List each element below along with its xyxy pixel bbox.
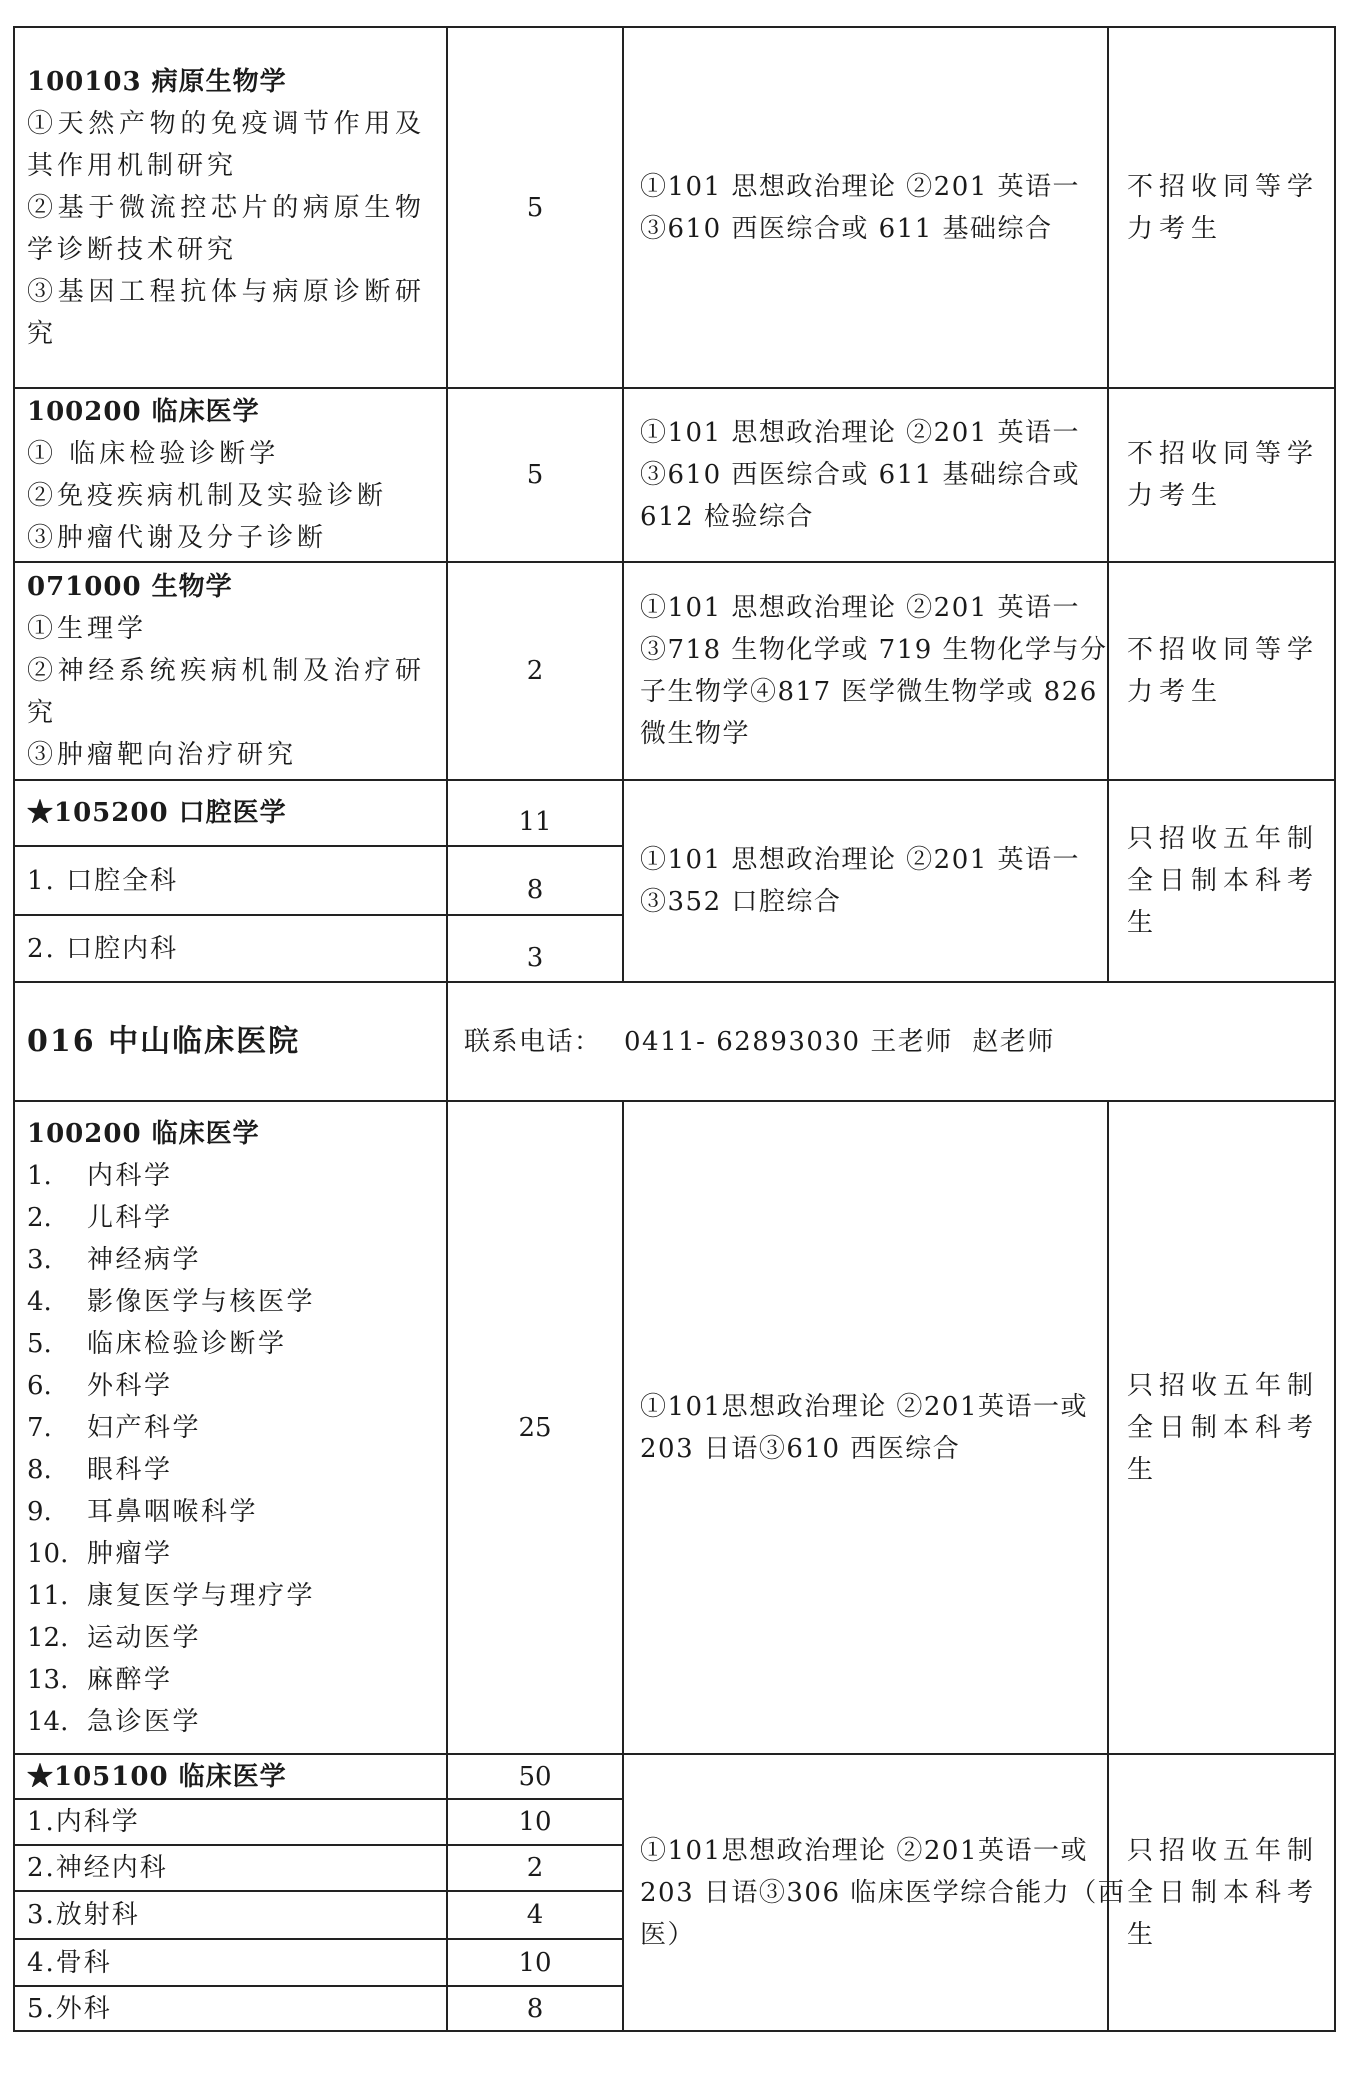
remark-cell: 只招收五年制全日制本科考生 — [1108, 780, 1335, 982]
program-title: ★105200 口腔医学 — [14, 780, 447, 846]
subject-number: 4. — [27, 1286, 52, 1317]
subject-item — [27, 1701, 425, 1743]
subject-item — [27, 1575, 425, 1617]
admissions-table — [13, 26, 1336, 2032]
program-title: 100200 临床医学 — [27, 1118, 260, 1149]
exam-subjects-cell: ①101思想政治理论 ②201英语一或 203 日语③610 西医综合 — [623, 1101, 1108, 1754]
program-row — [14, 562, 1335, 780]
subject-number: 9. — [27, 1496, 52, 1527]
program-title: 071000 生物学 — [27, 572, 233, 602]
subject-item — [27, 1533, 425, 1575]
subfield-name: 1.内科学 — [14, 1799, 447, 1845]
subject-item — [27, 1197, 425, 1239]
subject-number: 11. — [27, 1580, 69, 1611]
subfield-name: 4.骨科 — [14, 1939, 447, 1986]
subject-item — [27, 1617, 425, 1659]
program-cell — [14, 1101, 447, 1754]
program-title: 100103 病原生物学 — [27, 66, 287, 97]
research-direction: ②神经系统疾病机制及治疗研究 — [27, 656, 425, 728]
remark-cell: 不招收同等学力考生 — [1108, 562, 1335, 780]
subfield-name: 2.神经内科 — [14, 1845, 447, 1891]
exam-subjects-cell: ①101 思想政治理论 ②201 英语一 ③718 生物化学或 719 生物化学与分 子生物学④817 医学微生物学或 826 微生物学 — [623, 562, 1108, 780]
quota-cell: 4 — [447, 1891, 623, 1939]
program-row — [14, 1754, 1335, 1799]
program-row — [14, 780, 1335, 846]
quota-cell: 8 — [447, 1986, 623, 2031]
subject-item — [27, 1407, 425, 1449]
program-row — [14, 1101, 1335, 1754]
department-name: 016 中山临床医院 — [14, 982, 447, 1101]
quota-cell: 10 — [447, 1799, 623, 1845]
quota-cell: 2 — [447, 562, 623, 780]
quota-cell: 3 — [447, 915, 623, 982]
subject-number: 12. — [27, 1622, 69, 1653]
quota-cell: 5 — [447, 388, 623, 562]
quota-cell: 25 — [447, 1101, 623, 1754]
quota-cell: 11 — [447, 780, 623, 846]
subject-number: 14. — [27, 1706, 69, 1737]
exam-subjects-cell: ①101思想政治理论 ②201英语一或 203 日语③306 临床医学综合能力（西 医） — [623, 1754, 1108, 2031]
research-direction: ②基于微流控芯片的病原生物学诊断技术研究 — [27, 192, 425, 265]
contact-value: 0411- 62893030 王老师 赵老师 — [624, 1026, 1055, 1057]
subject-name: 内科学 — [87, 1160, 173, 1191]
subfield-name: 1. 口腔全科 — [14, 846, 447, 915]
subject-name: 影像医学与核医学 — [87, 1286, 316, 1317]
research-direction: ①天然产物的免疫调节作用及其作用机制研究 — [27, 108, 425, 181]
subject-name: 康复医学与理疗学 — [87, 1580, 316, 1611]
quota-cell: 5 — [447, 27, 623, 388]
remark-cell: 只招收五年制全日制本科考生 — [1108, 1101, 1335, 1754]
exam-subjects-cell: ①101 思想政治理论 ②201 英语一 ③610 西医综合或 611 基础综合或 612 检验综合 — [623, 388, 1108, 562]
contact-label: 联系电话： — [464, 1026, 602, 1057]
subject-name: 外科学 — [87, 1370, 173, 1401]
research-direction: ① 临床检验诊断学 — [27, 439, 280, 469]
contact-cell — [447, 982, 1335, 1101]
subject-name: 儿科学 — [87, 1202, 173, 1233]
subject-name: 眼科学 — [87, 1454, 173, 1485]
program-row — [14, 388, 1335, 562]
subject-item — [27, 1365, 425, 1407]
subject-name: 急诊医学 — [87, 1706, 202, 1737]
quota-cell: 8 — [447, 846, 623, 915]
exam-subjects-cell: ①101 思想政治理论 ②201 英语一 ③610 西医综合或 611 基础综合 — [623, 27, 1108, 388]
subject-name: 妇产科学 — [87, 1412, 202, 1443]
subject-item — [27, 1281, 425, 1323]
remark-cell: 不招收同等学力考生 — [1108, 388, 1335, 562]
subfield-name: 2. 口腔内科 — [14, 915, 447, 982]
subject-item — [27, 1323, 425, 1365]
research-direction: ③肿瘤靶向治疗研究 — [27, 740, 298, 770]
subject-number: 6. — [27, 1370, 52, 1401]
subject-name: 耳鼻咽喉科学 — [87, 1496, 259, 1527]
program-title: 100200 临床医学 — [27, 397, 260, 427]
remark-cell: 只招收五年制全日制本科考生 — [1108, 1754, 1335, 2031]
program-cell — [14, 388, 447, 562]
subject-number: 1. — [27, 1160, 52, 1191]
research-direction: ③基因工程抗体与病原诊断研究 — [27, 276, 425, 349]
subject-name: 麻醉学 — [87, 1664, 173, 1695]
subject-number: 10. — [27, 1538, 69, 1569]
subject-item — [27, 1659, 425, 1701]
subject-number: 5. — [27, 1328, 52, 1359]
subject-number: 3. — [27, 1244, 52, 1275]
subject-number: 2. — [27, 1202, 52, 1233]
department-header-row — [14, 982, 1335, 1101]
research-direction: ①生理学 — [27, 614, 148, 644]
subject-item — [27, 1155, 425, 1197]
remark-cell: 不招收同等学力考生 — [1108, 27, 1335, 388]
subject-item — [27, 1491, 425, 1533]
subject-item — [27, 1239, 425, 1281]
subject-name: 神经病学 — [87, 1244, 202, 1275]
program-row — [14, 27, 1335, 388]
quota-cell: 50 — [447, 1754, 623, 1799]
program-title: ★105100 临床医学 — [14, 1754, 447, 1799]
subfield-name: 3.放射科 — [14, 1891, 447, 1939]
subject-name: 临床检验诊断学 — [87, 1328, 287, 1359]
program-cell — [14, 562, 447, 780]
program-cell — [14, 27, 447, 388]
subject-number: 13. — [27, 1664, 69, 1695]
subject-item — [27, 1449, 425, 1491]
subject-number: 7. — [27, 1412, 52, 1443]
subject-name: 运动医学 — [87, 1622, 202, 1653]
quota-cell: 10 — [447, 1939, 623, 1986]
subject-number: 8. — [27, 1454, 52, 1485]
exam-subjects-cell: ①101 思想政治理论 ②201 英语一 ③352 口腔综合 — [623, 780, 1108, 982]
subfield-name: 5.外科 — [14, 1986, 447, 2031]
subject-name: 肿瘤学 — [87, 1538, 173, 1569]
admissions-sheet — [13, 26, 1334, 2032]
research-direction: ③肿瘤代谢及分子诊断 — [27, 523, 328, 553]
research-direction: ②免疫疾病机制及实验诊断 — [27, 481, 388, 511]
quota-cell: 2 — [447, 1845, 623, 1891]
